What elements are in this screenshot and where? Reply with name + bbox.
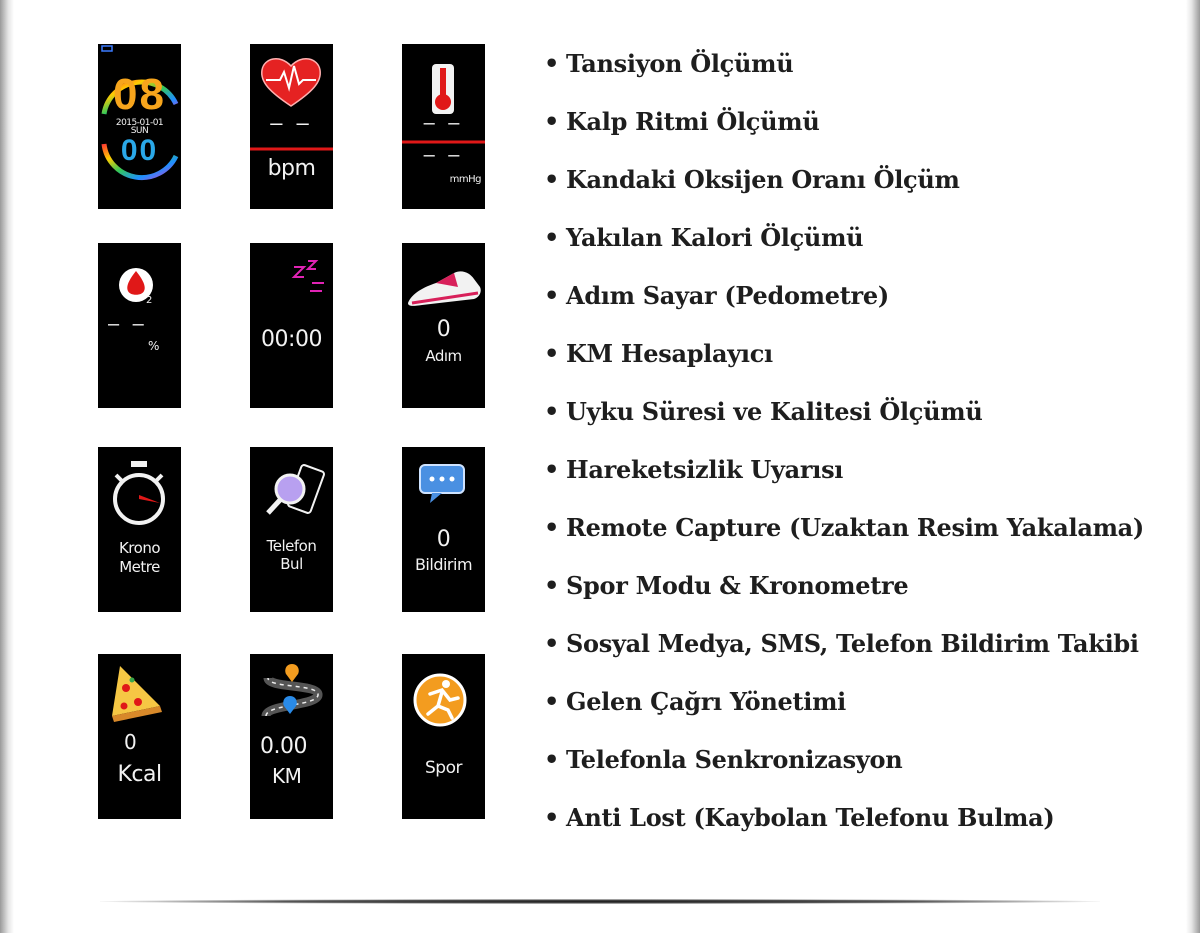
stopwatch-icon: [115, 461, 163, 523]
thermometer-icon: [432, 64, 454, 114]
blood-pressure-screen: [402, 44, 485, 209]
sleep-screen: [250, 243, 333, 408]
pizza-slice-icon: [112, 666, 162, 722]
feature-text: Anti Lost (Kaybolan Telefonu Bulma): [566, 803, 1055, 832]
bullet: •: [544, 165, 560, 194]
oxygen-screen: [98, 243, 181, 408]
bp-unit: mmHg: [449, 174, 481, 185]
feature-item: [544, 392, 1144, 450]
feature-item: [544, 276, 1144, 334]
find-phone-line2: Bul: [280, 555, 303, 573]
heart-icon: [262, 59, 321, 106]
feature-text: Spor Modu & Kronometre: [566, 571, 909, 600]
feature-text: Tansiyon Ölçümü: [566, 49, 794, 78]
feature-item: [544, 450, 1144, 508]
feature-item: [544, 102, 1144, 160]
distance-value: 0.00: [260, 734, 307, 759]
feature-item: [544, 740, 1144, 798]
stopwatch-line1: Krono: [118, 539, 161, 557]
bullet: •: [544, 49, 560, 78]
bottom-divider: [100, 899, 1100, 904]
oxygen-unit: %: [148, 339, 159, 353]
clock-minute: 00: [120, 134, 159, 167]
bullet: •: [544, 629, 560, 658]
clock-date: 2015-01-01: [115, 118, 164, 128]
bp-systolic: – –: [423, 112, 464, 134]
bullet: •: [544, 571, 560, 600]
feature-text: Remote Capture (Uzaktan Resim Yakalama): [566, 513, 1144, 542]
bullet: •: [544, 513, 560, 542]
feature-text: KM Hesaplayıcı: [566, 339, 773, 368]
bullet: •: [544, 223, 560, 252]
find-phone-screen: [250, 447, 333, 612]
heart-rate-value: – –: [270, 110, 313, 135]
running-shoe-icon: [408, 271, 481, 306]
bullet: •: [544, 339, 560, 368]
feature-text: Adım Sayar (Pedometre): [566, 281, 889, 310]
bullet: •: [544, 107, 560, 136]
feature-text: Sosyal Medya, SMS, Telefon Bildirim Takibi: [566, 629, 1139, 658]
notification-label: Bildirim: [414, 555, 473, 574]
feature-text: Kandaki Oksijen Oranı Ölçüm: [566, 165, 960, 194]
feature-text: Uyku Süresi ve Kalitesi Ölçümü: [566, 397, 983, 426]
feature-item: [544, 508, 1144, 566]
chat-bubble-icon: [420, 465, 464, 503]
feature-text: Kalp Ritmi Ölçümü: [566, 107, 820, 136]
distance-screen: [250, 654, 333, 819]
right-edge-shadow: [1186, 0, 1200, 933]
heart-rate-unit: bpm: [267, 156, 316, 181]
clock-screen: [98, 44, 181, 209]
heart-rate-screen: [250, 44, 333, 209]
feature-text: Gelen Çağrı Yönetimi: [566, 687, 846, 716]
moon-sleep-icon: [271, 261, 324, 306]
oxygen-subscript: 2: [146, 295, 152, 306]
feature-text: Hareketsizlik Uyarısı: [566, 455, 844, 484]
bullet: •: [544, 745, 560, 774]
distance-unit: KM: [272, 764, 302, 788]
bp-diastolic: – –: [423, 144, 464, 166]
feature-item: [544, 334, 1144, 392]
runner-icon: [415, 675, 465, 725]
sport-screen: [402, 654, 485, 819]
steps-label: Adım: [425, 347, 462, 365]
calorie-unit: Kcal: [117, 762, 162, 787]
bullet: •: [544, 397, 560, 426]
road-route-icon: [266, 664, 318, 716]
sport-label: Spor: [425, 758, 462, 778]
bullet: •: [544, 455, 560, 484]
clock-day: SUN: [130, 126, 149, 136]
feature-item: [544, 798, 1144, 856]
feature-text: Yakılan Kalori Ölçümü: [566, 223, 864, 252]
sleep-time: 00:00: [261, 327, 322, 352]
notification-screen: [402, 447, 485, 612]
feature-item: [544, 624, 1144, 682]
oxygen-value: – –: [108, 313, 148, 335]
bullet: •: [544, 687, 560, 716]
feature-item: [544, 218, 1144, 276]
steps-value: 0: [436, 317, 451, 342]
feature-text: Telefonla Senkronizasyon: [566, 745, 903, 774]
stopwatch-screen: [98, 447, 181, 612]
bullet: •: [544, 803, 560, 832]
magnifier-phone-icon: [268, 464, 325, 514]
bullet: •: [544, 281, 560, 310]
feature-item: [544, 160, 1144, 218]
stopwatch-line2: Metre: [119, 558, 160, 576]
feature-item: [544, 44, 1144, 102]
find-phone-line1: Telefon: [266, 537, 317, 555]
clock-hour: 08: [113, 70, 166, 119]
feature-item: [544, 566, 1144, 624]
feature-list: [544, 44, 1144, 856]
notification-count: 0: [436, 527, 451, 552]
calorie-screen: [98, 654, 181, 819]
feature-item: [544, 682, 1144, 740]
calorie-value: 0: [124, 730, 137, 754]
left-edge-shadow: [0, 0, 14, 933]
steps-screen: [402, 243, 485, 408]
